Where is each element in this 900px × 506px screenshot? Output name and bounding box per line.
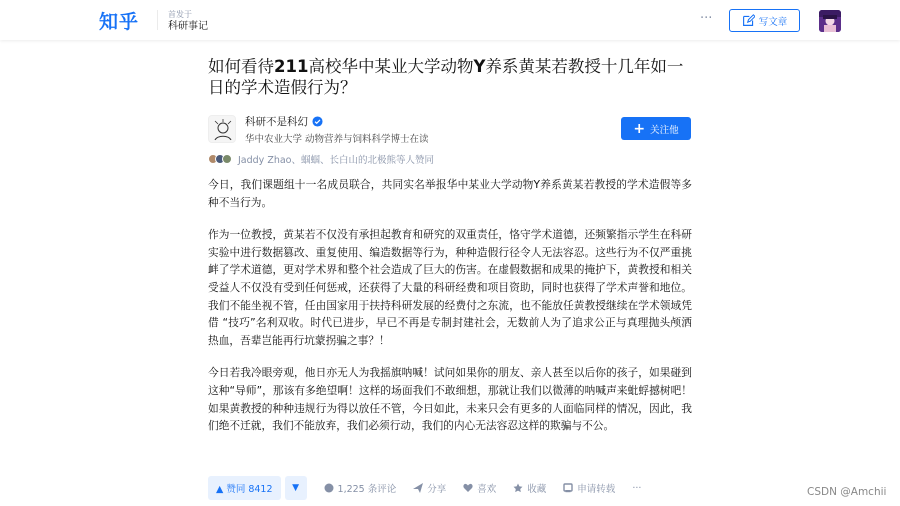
crumb-column-name[interactable]: 科研事记	[168, 21, 208, 32]
title-part: 养系黄某若教授十几年如一日的学术造假行为？	[208, 57, 684, 97]
avatar-image	[819, 10, 841, 32]
comments-button[interactable]	[324, 481, 397, 495]
reprint-label: 申请转载	[577, 484, 616, 495]
title-part: 高校华中某业大学动物	[308, 57, 474, 76]
favorite-button[interactable]	[513, 481, 546, 495]
question-title[interactable]	[208, 56, 693, 98]
like-button[interactable]	[463, 481, 496, 495]
voters-text[interactable]: Jaddy Zhao、蝈蝈、长白山的北极熊等人赞同	[238, 155, 434, 166]
author-name-row[interactable]	[245, 114, 323, 129]
article-content	[208, 176, 692, 450]
verified-badge-icon	[312, 116, 323, 127]
vote-up-button[interactable]: ▲ 赞同 8412	[208, 476, 281, 500]
more-actions-button[interactable]: ···	[632, 482, 642, 494]
paragraph: 作为一位教授，黄某若不仅没有承担起教育和研究的双重责任，恪守学术道德，还频繁指示学生在科研实验中进行数据篡改、重复使用、编造数据等行为，种种造假行径令人无法容忍。这些行为不仅严重挑衅了学术道德，更对学术界和整个社会造成了巨大的伤害。在虚假数据和成果的掩护下，黄教授和相关受益人不仅没有受到任何惩戒，还获得了大量的科研经费和项目资助，同时也获得了学术声誉和地位。我们不能坐视不管，任由国家用于扶持科研发展的经费付之东流，也不能放任黄教授继续在学术领域凭借 “技巧”名利双收。时代已进步，早已不再是专制封建社会，无数前人为了追求公正与真理抛头颅洒热血，吾辈岂能再行坑蒙拐骗之事？！	[208, 228, 692, 347]
paragraph: 今日，我们课题组十一名成员联合，共同实名举报华中某业大学动物Y养系黄某若教授的学术造假等多种不当行为。	[208, 178, 692, 209]
author-name[interactable]: 科研不是科幻	[245, 116, 308, 128]
user-avatar[interactable]	[819, 10, 841, 32]
heart-icon	[463, 483, 473, 493]
voters-summary[interactable]	[208, 152, 434, 166]
reprint-button[interactable]	[563, 481, 615, 495]
write-article-label: 写文章	[758, 16, 788, 28]
voter-avatars	[208, 154, 229, 164]
comment-icon	[324, 483, 334, 493]
more-options-icon[interactable]: ···	[700, 11, 713, 26]
csdn-watermark: CSDN @Amchii	[807, 486, 887, 498]
write-article-button[interactable]	[729, 9, 800, 32]
column-breadcrumb[interactable]	[168, 9, 208, 33]
edit-icon	[742, 14, 755, 27]
zhihu-logo[interactable]: 知乎	[99, 11, 140, 33]
follow-label: 关注他	[650, 124, 679, 136]
author-avatar[interactable]	[208, 115, 236, 143]
star-icon	[513, 483, 523, 493]
title-part-bold: 211	[274, 57, 309, 76]
top-navbar	[0, 0, 900, 40]
action-bar	[208, 476, 641, 500]
logo-divider	[157, 10, 158, 30]
author-headline: 华中农业大学 动物营养与饲料科学博士在读	[245, 134, 429, 145]
title-part-bold: Y	[473, 57, 486, 76]
title-part: 如何看待	[208, 57, 274, 76]
share-label: 分享	[427, 484, 447, 495]
vote-down-button[interactable]: ▼	[285, 476, 307, 500]
crumb-published-in: 首发于	[168, 10, 192, 19]
like-label: 喜欢	[477, 484, 497, 495]
follow-button[interactable]	[621, 117, 691, 140]
share-button[interactable]	[413, 481, 446, 495]
paragraph: 今日若我冷眼旁观，他日亦无人为我摇旗呐喊！试问如果你的朋友、亲人甚至以后你的孩子，如果碰到这种“导师”，那该有多绝望啊！这样的场面我们不敢细想，那就让我们以微薄的呐喊声来蚍蜉撼树吧！如果黄教授的种种违规行为得以放任不管，今日如此，未来只会有更多的人面临同样的情况，因此，我们绝不迁就，我们不能放弃，我们必须行动，我们的内心无法容忍这样的欺骗与不公。	[208, 366, 692, 433]
voter-avatar	[222, 154, 232, 164]
share-icon	[413, 483, 423, 493]
comments-label: 1,225 条评论	[337, 484, 397, 495]
copyright-icon	[563, 483, 573, 493]
favorite-label: 收藏	[527, 484, 547, 495]
plus-icon: +	[633, 120, 646, 137]
author-avatar-image	[209, 116, 236, 143]
